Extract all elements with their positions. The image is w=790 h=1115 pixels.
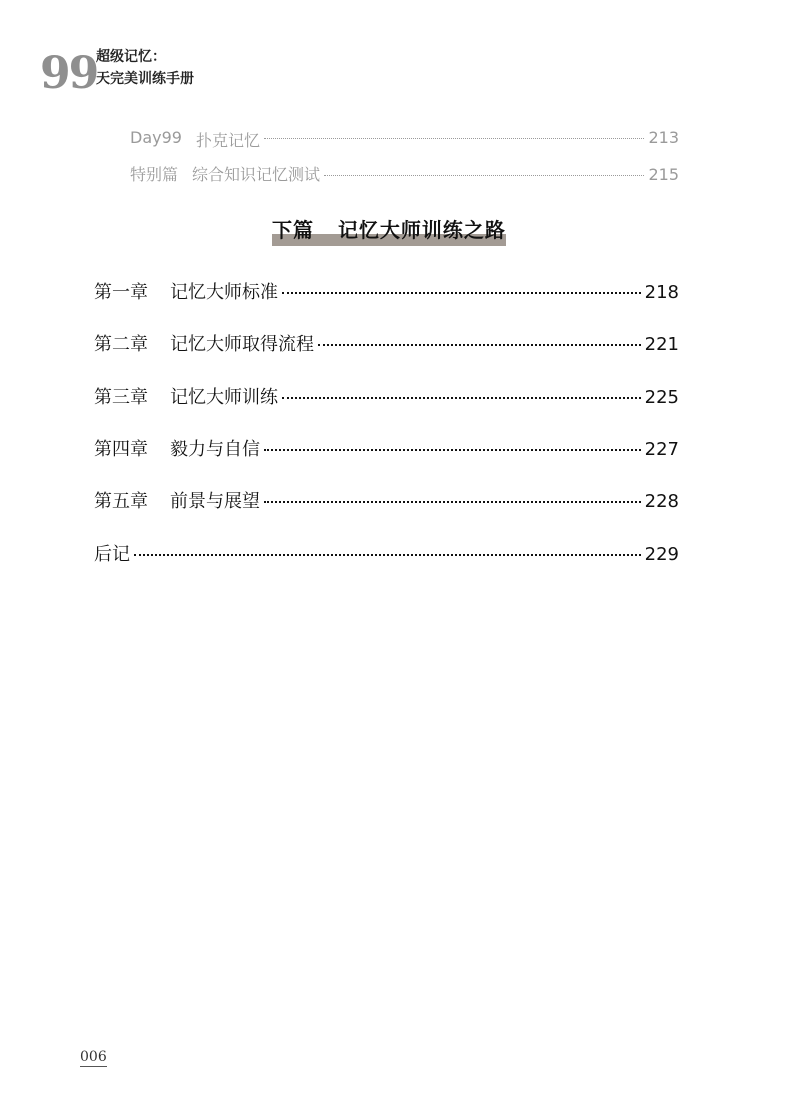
- toc-entry-chapter-1[interactable]: [94, 278, 679, 304]
- toc-entry-number: 第三章: [94, 387, 148, 408]
- toc-entry-title: 记忆大师取得流程: [170, 334, 314, 355]
- toc-entry-chapter-4[interactable]: [94, 435, 679, 461]
- book-title-line1: 超级记忆：: [96, 49, 166, 65]
- book-title-line2: 天完美训练手册: [96, 71, 194, 87]
- toc-entry-title: 记忆大师训练: [170, 387, 278, 408]
- dot-leader: [324, 175, 644, 176]
- toc-entry-page: 215: [648, 165, 679, 184]
- section-title: [272, 214, 506, 243]
- toc-entry-chapter-2[interactable]: [94, 330, 679, 356]
- dot-leader: [318, 344, 641, 346]
- toc-entry-number: 第一章: [94, 282, 148, 303]
- section-part-title: 记忆大师训练之路: [337, 218, 506, 242]
- toc-entry-day99[interactable]: [130, 128, 679, 151]
- page-footer: [80, 1046, 107, 1065]
- toc-entry-title: 记忆大师标准: [170, 282, 278, 303]
- toc-entry-chapter-5[interactable]: [94, 487, 679, 513]
- toc-entry-number: 第二章: [94, 334, 148, 355]
- dot-leader: [264, 501, 641, 503]
- section-heading: [272, 214, 506, 244]
- toc-entry-title: 毅力与自信: [170, 439, 260, 460]
- toc-entry-chapter-3[interactable]: [94, 383, 679, 409]
- toc-entry-page: 228: [644, 491, 679, 512]
- dot-leader: [282, 397, 641, 399]
- dot-leader: [282, 292, 641, 294]
- toc-entry-title: 综合知识记忆测试: [192, 165, 321, 184]
- toc-entry-special[interactable]: [130, 162, 679, 185]
- toc-entry-title: 后记: [94, 544, 130, 565]
- toc-entry-page: 225: [644, 387, 679, 408]
- dot-leader: [264, 138, 644, 139]
- toc-entry-number: 特别篇: [130, 165, 179, 184]
- toc-entry-number: 第五章: [94, 491, 148, 512]
- page-number: 006: [80, 1049, 107, 1065]
- dot-leader: [134, 554, 641, 556]
- toc-entry-number: 第四章: [94, 439, 148, 460]
- section-part-label: 下篇: [272, 218, 315, 242]
- toc-entry-page: 213: [648, 128, 679, 147]
- toc-entry-page: 218: [644, 282, 679, 303]
- book-number-logo: 99: [40, 48, 98, 99]
- toc-entry-number: Day99: [130, 128, 182, 147]
- toc-entry-page: 227: [644, 439, 679, 460]
- toc-entry-afterword[interactable]: [94, 540, 679, 566]
- toc-entry-title: 扑克记忆: [195, 131, 260, 150]
- toc-entry-page: 221: [644, 334, 679, 355]
- toc-entry-page: 229: [644, 544, 679, 565]
- toc-entry-title: 前景与展望: [170, 491, 260, 512]
- dot-leader: [264, 449, 641, 451]
